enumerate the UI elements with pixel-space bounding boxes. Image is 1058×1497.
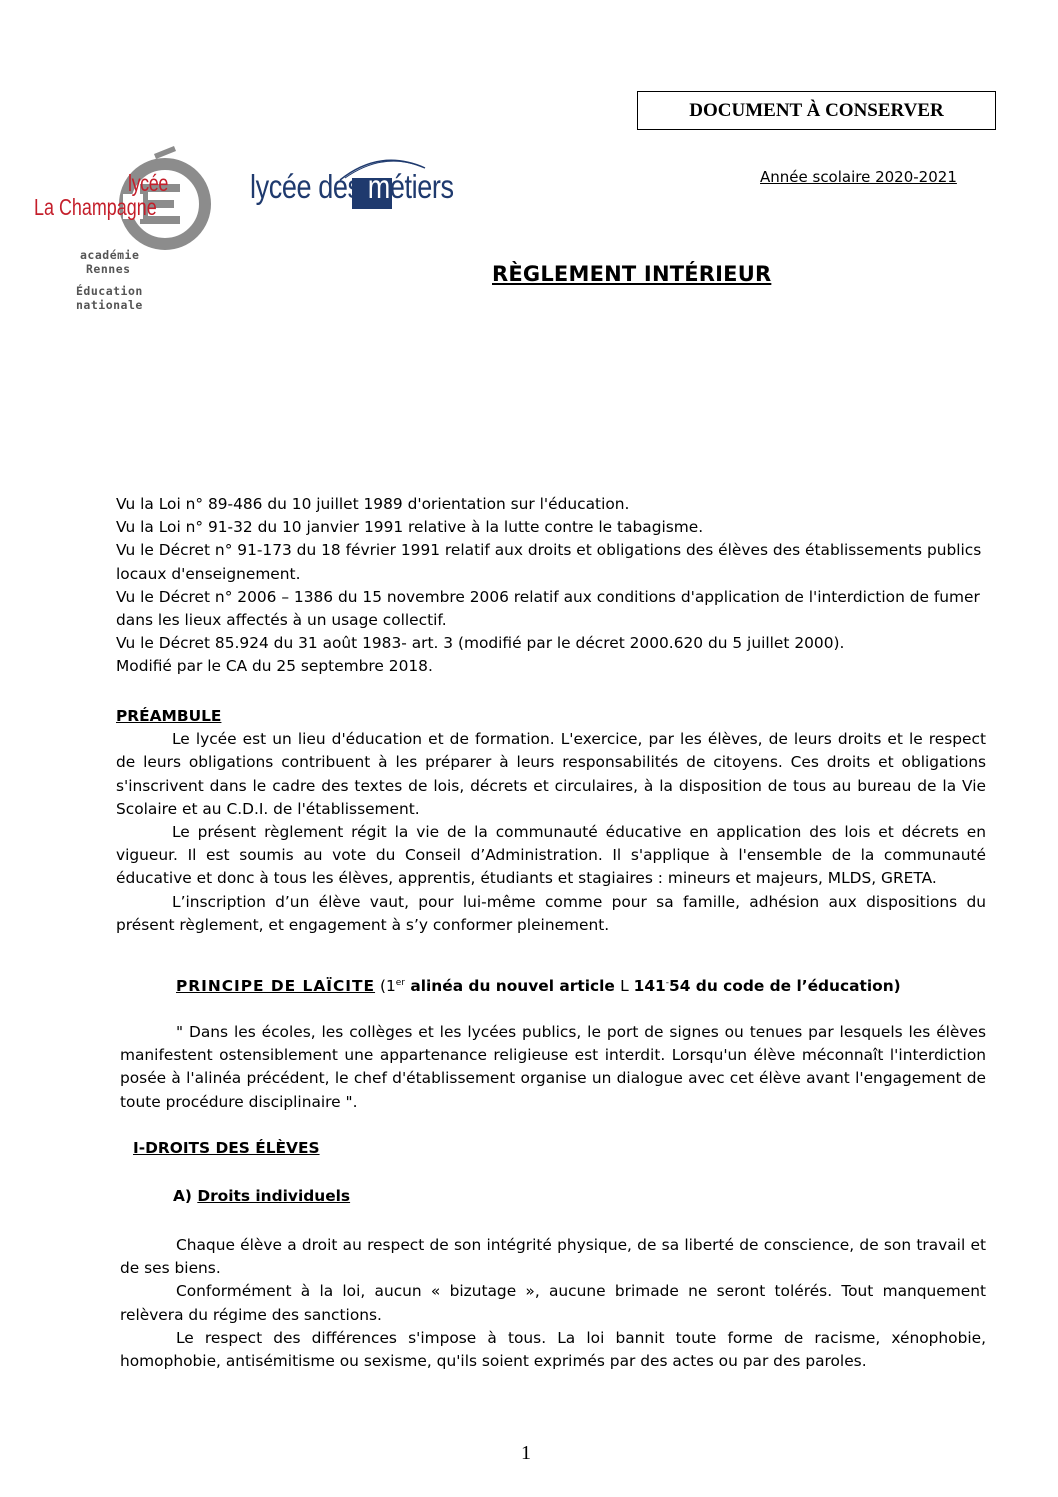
stamp-text: DOCUMENT À CONSERVER <box>689 99 944 121</box>
reference-line: Vu le Décret n° 91-173 du 18 février 1991 relatif aux droits et obligations des élèves des établissements publics locaux d'enseignement. <box>116 541 982 583</box>
school-logo <box>28 142 218 322</box>
logo-text-a: lycée des <box>250 168 368 205</box>
preambule-section <box>116 705 986 937</box>
logo-rennes-text: Rennes <box>86 262 131 276</box>
laicite-quote: " Dans les écoles, les collèges et les lycées publics, le port de signes ou tenues par lesquels les élèves manifestent ostensiblement une appartenance religieuse est interdit. Lorsqu'un élève méconnaît l'interdiction posée à l'alinéa précédent, le chef d'établissement organise un dialogue avec cet élève avant l'engagement de toute procédure disciplinaire ". <box>120 1023 986 1111</box>
laicite-sub-num: 141 <box>633 977 666 996</box>
reference-line: Vu le Décret n° 2006 – 1386 du 15 novembre 2006 relatif aux conditions d'application de l'interdiction de fumer dans les lieux affectés à un usage collectif. <box>116 587 980 630</box>
references-block <box>116 493 986 679</box>
page-number: 1 <box>521 1442 531 1464</box>
laicite-sub-bold: alinéa du nouvel article <box>405 977 621 996</box>
laicite-sub-open: (1 <box>379 977 396 996</box>
reference-line: Vu la Loi n° 89-486 du 10 juillet 1989 d'orientation sur l'éducation. <box>116 495 630 513</box>
body-paragraph: Chaque élève a droit au respect de son intégrité physique, de sa liberté de conscience, de son travail et de ses biens. <box>120 1236 986 1278</box>
document-stamp <box>637 91 996 130</box>
laicite-sub-dash: - <box>665 978 670 988</box>
preambule-paragraph: L’inscription d’un élève vaut, pour lui-même comme pour sa famille, adhésion aux dispositions du présent règlement, et engagement à s’y conformer pleinement. <box>116 892 986 934</box>
logo-metiers-text <box>250 168 454 206</box>
laicite-sub-sup: er <box>395 978 405 988</box>
laicite-heading-line <box>176 972 976 998</box>
laicite-sub-art: L <box>620 977 634 996</box>
lycee-des-metiers-logo <box>250 150 470 220</box>
logo-academie-text: académie <box>80 248 140 262</box>
logo-lycee-text: lycée <box>128 170 168 196</box>
subsection-prefix: A) <box>173 1187 198 1205</box>
logo-champagne-text: La Champagne <box>34 194 157 220</box>
body-paragraph: Le respect des différences s'impose à tous. La loi bannit toute forme de racisme, xénophobie, homophobie, antisémitisme ou sexisme, qu'ils soient exprimés par des actes ou par des paroles. <box>120 1328 986 1371</box>
body-paragraph: Conformément à la loi, aucun « bizutage », aucune brimade ne seront tolérés. Tout manquement relèvera du régime des sanctions. <box>120 1282 986 1324</box>
page-title: RÈGLEMENT INTÉRIEUR <box>492 262 772 286</box>
preambule-paragraph: Le présent règlement régit la vie de la communauté éducative en application des lois et décrets en vigueur. Il est soumis au vote du Conseil d’Administration. Il s'applique à l'ensemble de la communauté éducative et donc à tous les élèves, apprentis, étudiants et stagiaires : mineurs et majeurs, MLDS, GRETA. <box>116 823 986 888</box>
subsection-heading: Droits individuels <box>197 1187 351 1205</box>
laicite-heading: PRINCIPE DE LAÏCITE <box>176 977 376 996</box>
section-heading: I-DROITS DES ÉLÈVES <box>133 1139 320 1157</box>
logo-text-b: étiers <box>389 168 454 205</box>
logo-text-b-first: m <box>367 168 390 205</box>
reference-line: Vu le Décret 85.924 du 31 août 1983- art. 3 (modifié par le décret 2000.620 du 5 juillet 2000). <box>116 634 845 653</box>
subsection-heading-line <box>173 1187 350 1205</box>
preambule-heading: PRÉAMBULE <box>116 707 222 725</box>
laicite-sub-end: 54 du code de l’éducation) <box>669 977 901 996</box>
section1-body <box>120 1234 986 1373</box>
reference-line: Vu la Loi n° 91-32 du 10 janvier 1991 relative à la lutte contre le tabagisme. <box>116 518 704 537</box>
logo-education-text: Éducation <box>76 284 143 298</box>
reference-line: Modifié par le CA du 25 septembre 2018. <box>116 657 433 676</box>
school-year: Année scolaire 2020-2021 <box>760 168 957 186</box>
logo-nationale-text: nationale <box>76 298 143 312</box>
preambule-paragraph: Le lycée est un lieu d'éducation et de formation. L'exercice, par les élèves, de leurs droits et le respect de leurs obligations contribuent à les préparer à leurs responsabilités de citoyens. Ces droits et obligations s'inscrivent dans le cadre des textes de lois, décrets et circulaires, à la disposition de tous au bureau de la Vie Scolaire et au C.D.I. de l'établissement. <box>116 730 986 818</box>
